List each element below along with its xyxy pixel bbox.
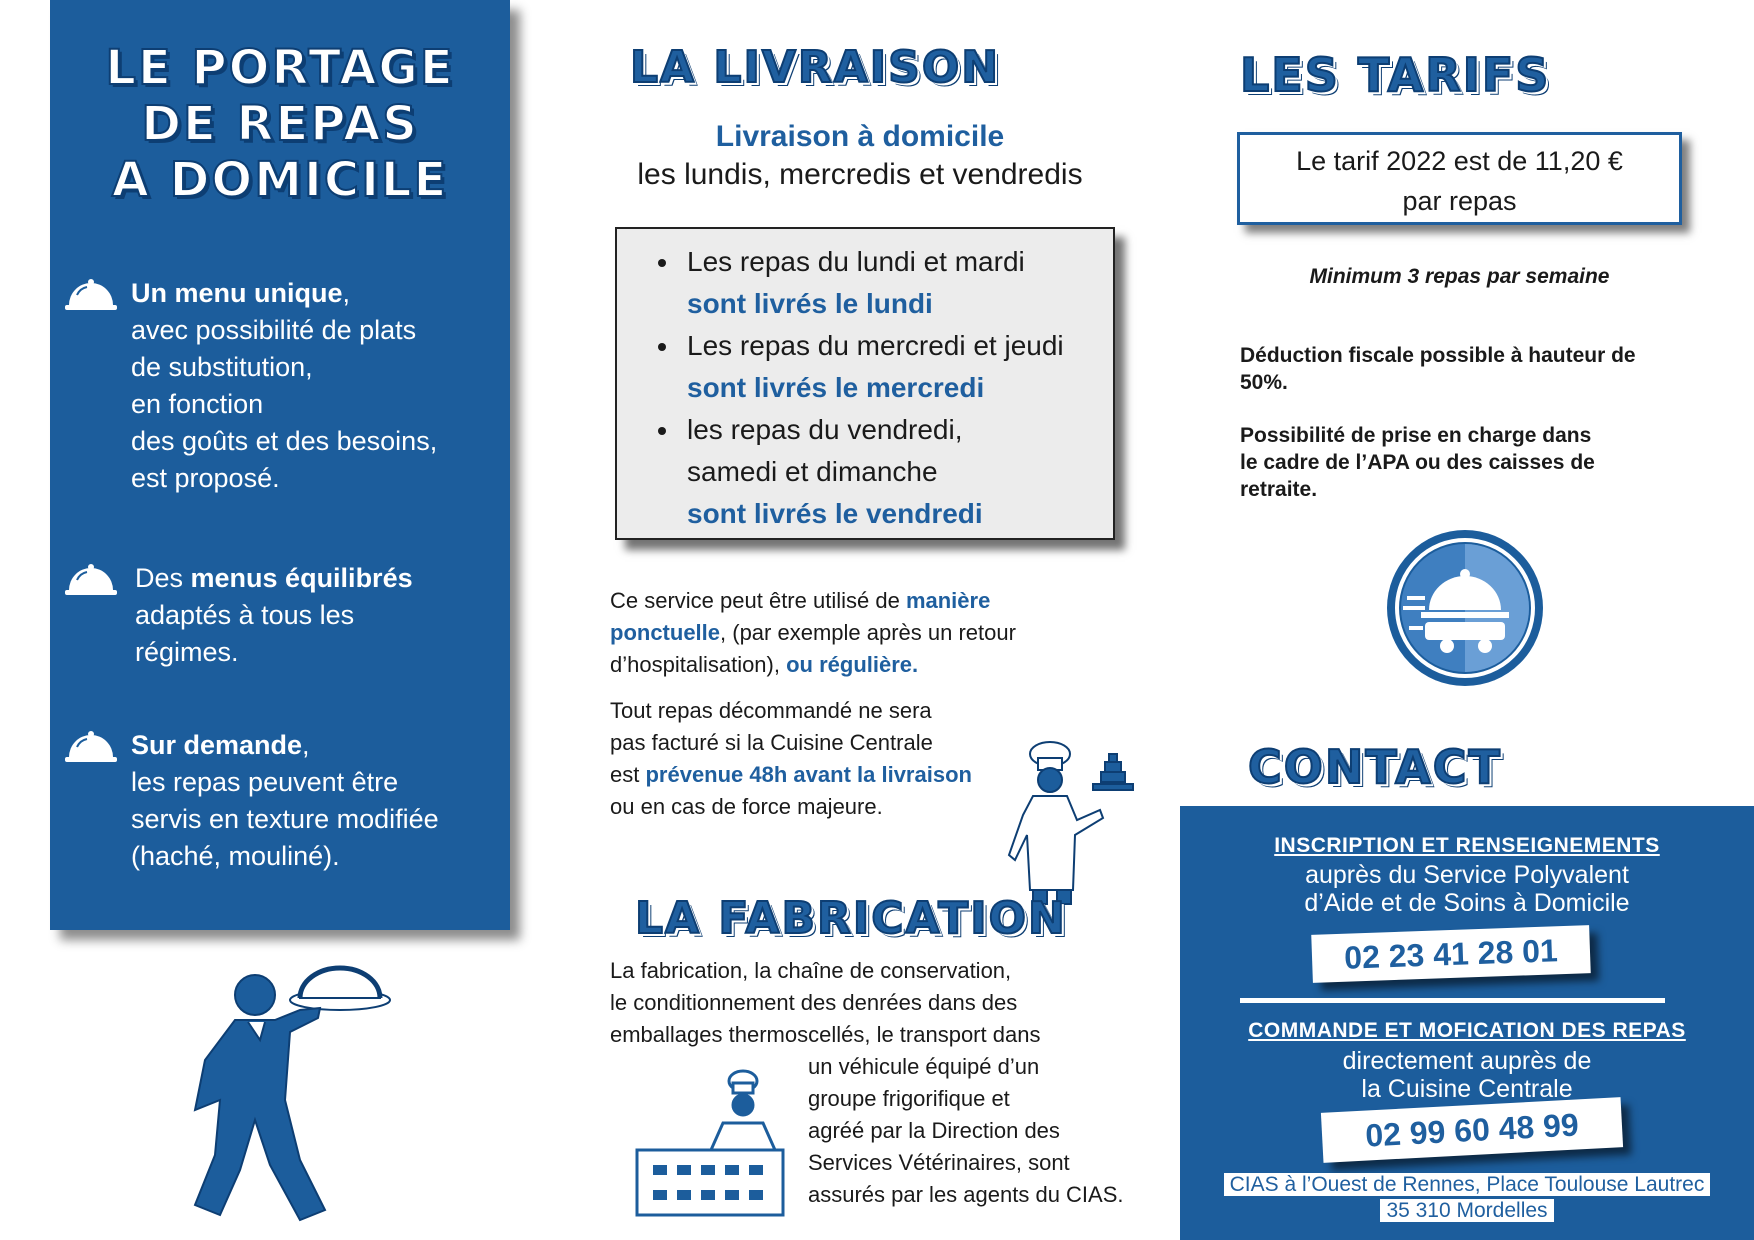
livraison-days: les lundis, mercredis et vendredis xyxy=(637,158,1083,191)
contact-line: directement auprès de xyxy=(1342,1047,1592,1075)
list-text: samedi et dimanche xyxy=(687,456,938,487)
list-item xyxy=(681,325,1103,409)
livraison-subtitle xyxy=(590,118,1130,194)
fab-line: Services Vétérinaires, sont xyxy=(808,1150,1070,1175)
left-title-line: LE PORTAGE xyxy=(105,40,455,96)
tarif-box xyxy=(1237,132,1682,225)
list-bold: sont livrés le lundi xyxy=(687,288,933,319)
list-item xyxy=(681,241,1103,325)
list-text: • Les repas du lundi et mardi xyxy=(687,246,1025,277)
para-bold: manière xyxy=(905,588,991,613)
phone-commande[interactable]: 02 99 60 48 99 xyxy=(1321,1097,1623,1163)
para-text: , (par exemple après un retour xyxy=(720,620,1016,645)
list-item xyxy=(681,409,1103,535)
commande-info xyxy=(1180,1047,1754,1103)
waiter-icon xyxy=(150,960,420,1230)
para-line: le cadre de l’APA ou des caisses de xyxy=(1240,451,1595,474)
fab-line: le conditionnement des denrées dans des xyxy=(610,990,1018,1015)
menu-unique-bold: Un menu unique xyxy=(131,278,343,308)
para-line: Possibilité de prise en charge dans xyxy=(1240,424,1592,447)
list-text: • les repas du vendredi, xyxy=(687,414,963,445)
item-line: régimes. xyxy=(135,637,239,667)
delivery-cloche-icon xyxy=(1385,528,1545,688)
commande-heading: COMMANDE ET MOFICATION DES REPAS xyxy=(1248,1019,1686,1042)
item-line: est proposé. xyxy=(131,463,280,493)
menu-unique-item xyxy=(65,275,495,497)
para-bold: ponctuelle xyxy=(610,620,721,645)
left-title-line: A DOMICILE xyxy=(111,152,449,208)
tarif-line: Le tarif 2022 est de 11,20 € xyxy=(1296,146,1623,176)
chef-cooking-icon xyxy=(635,1065,785,1220)
para-bold: ou régulière. xyxy=(786,652,919,677)
contact-line: la Cuisine Centrale xyxy=(1361,1075,1573,1103)
para-bold: prévenue 48h avant la livraison xyxy=(645,762,972,787)
address-line-1 xyxy=(1180,1173,1754,1197)
fab-line: assurés par les agents du CIAS. xyxy=(808,1182,1124,1207)
fabrication-text-indent xyxy=(808,1051,1168,1211)
punct: , xyxy=(342,278,351,308)
sur-demande-item xyxy=(65,727,495,875)
fab-line: un véhicule équipé d’un xyxy=(808,1054,1040,1079)
item-line: (haché, mouliné). xyxy=(131,841,340,871)
deduction-paragraph xyxy=(1240,342,1710,396)
livraison-title: LA LIVRAISON xyxy=(630,42,1001,93)
left-title xyxy=(50,40,510,208)
list-bold: sont livrés le mercredi xyxy=(687,372,985,403)
service-paragraph xyxy=(610,585,1070,681)
fab-line: groupe frigorifique et xyxy=(808,1086,1010,1111)
fabrication-title: LA FABRICATION xyxy=(635,893,1067,944)
item-line: de substitution, xyxy=(131,352,313,382)
cloche-icon xyxy=(65,562,117,596)
item-line: en fonction xyxy=(131,389,264,419)
item-line: servis en texture modifiée xyxy=(131,804,439,834)
chef-icon xyxy=(1005,740,1140,905)
contact-title: CONTACT xyxy=(1248,740,1502,794)
decommande-paragraph xyxy=(610,695,1070,823)
livraison-schedule-box xyxy=(615,227,1115,540)
fab-line: agréé par la Direction des xyxy=(808,1118,1060,1143)
fab-line: La fabrication, la chaîne de conservation, xyxy=(610,958,1012,983)
tarifs-title: LES TARIFS xyxy=(1240,48,1551,102)
list-bold: sont livrés le vendredi xyxy=(687,498,983,529)
menus-equilibres-bold: menus équilibrés xyxy=(190,563,413,593)
para-text: Ce service peut être utilisé de xyxy=(610,588,906,613)
para-line: retraite. xyxy=(1240,478,1318,501)
para-line: Déduction fiscale possible à hauteur de xyxy=(1240,344,1636,367)
item-line: avec possibilité de plats xyxy=(131,315,417,345)
item-line: des goûts et des besoins, xyxy=(131,426,438,456)
tarif-line: par repas xyxy=(1402,186,1517,216)
contact-line: auprès du Service Polyvalent xyxy=(1305,861,1629,889)
contact-divider xyxy=(1240,998,1665,1003)
phone-inscription[interactable]: 02 23 41 28 01 xyxy=(1311,925,1591,983)
para-line: 50%. xyxy=(1240,371,1288,394)
item-line: les repas peuvent être xyxy=(131,767,399,797)
para-text: d’hospitalisation), xyxy=(610,652,787,677)
para-text: Tout repas décommandé ne sera xyxy=(610,698,932,723)
punct: , xyxy=(302,730,310,760)
list-text: • Les repas du mercredi et jeudi xyxy=(687,330,1064,361)
address-text: CIAS à l’Ouest de Rennes, Place Toulouse Lautrec xyxy=(1224,1173,1711,1196)
pre-text: Des xyxy=(135,563,191,593)
inscription-info xyxy=(1180,861,1754,917)
address-line-2 xyxy=(1180,1199,1754,1223)
tarif-minimum: Minimum 3 repas par semaine xyxy=(1309,265,1610,288)
prise-en-charge-paragraph xyxy=(1240,422,1710,503)
fab-line: emballages thermoscellés, le transport dans xyxy=(610,1022,1041,1047)
fabrication-text-full xyxy=(610,955,1110,1051)
inscription-heading: INSCRIPTION ET RENSEIGNEMENTS xyxy=(1274,834,1660,857)
sur-demande-bold: Sur demande xyxy=(131,730,303,760)
cloche-icon xyxy=(65,729,117,763)
menus-equilibres-item xyxy=(65,560,495,671)
para-text: pas facturé si la Cuisine Centrale xyxy=(610,730,933,755)
item-line: adaptés à tous les xyxy=(135,600,355,630)
contact-line: d’Aide et de Soins à Domicile xyxy=(1304,889,1630,917)
para-text: est xyxy=(610,762,646,787)
cloche-icon xyxy=(65,277,117,311)
livraison-list xyxy=(617,229,1113,535)
address-text: 35 310 Mordelles xyxy=(1380,1199,1553,1222)
livraison-subtitle-bold: Livraison à domicile xyxy=(715,120,1005,153)
para-text: ou en cas de force majeure. xyxy=(610,794,883,819)
left-title-line: DE REPAS xyxy=(141,96,419,152)
